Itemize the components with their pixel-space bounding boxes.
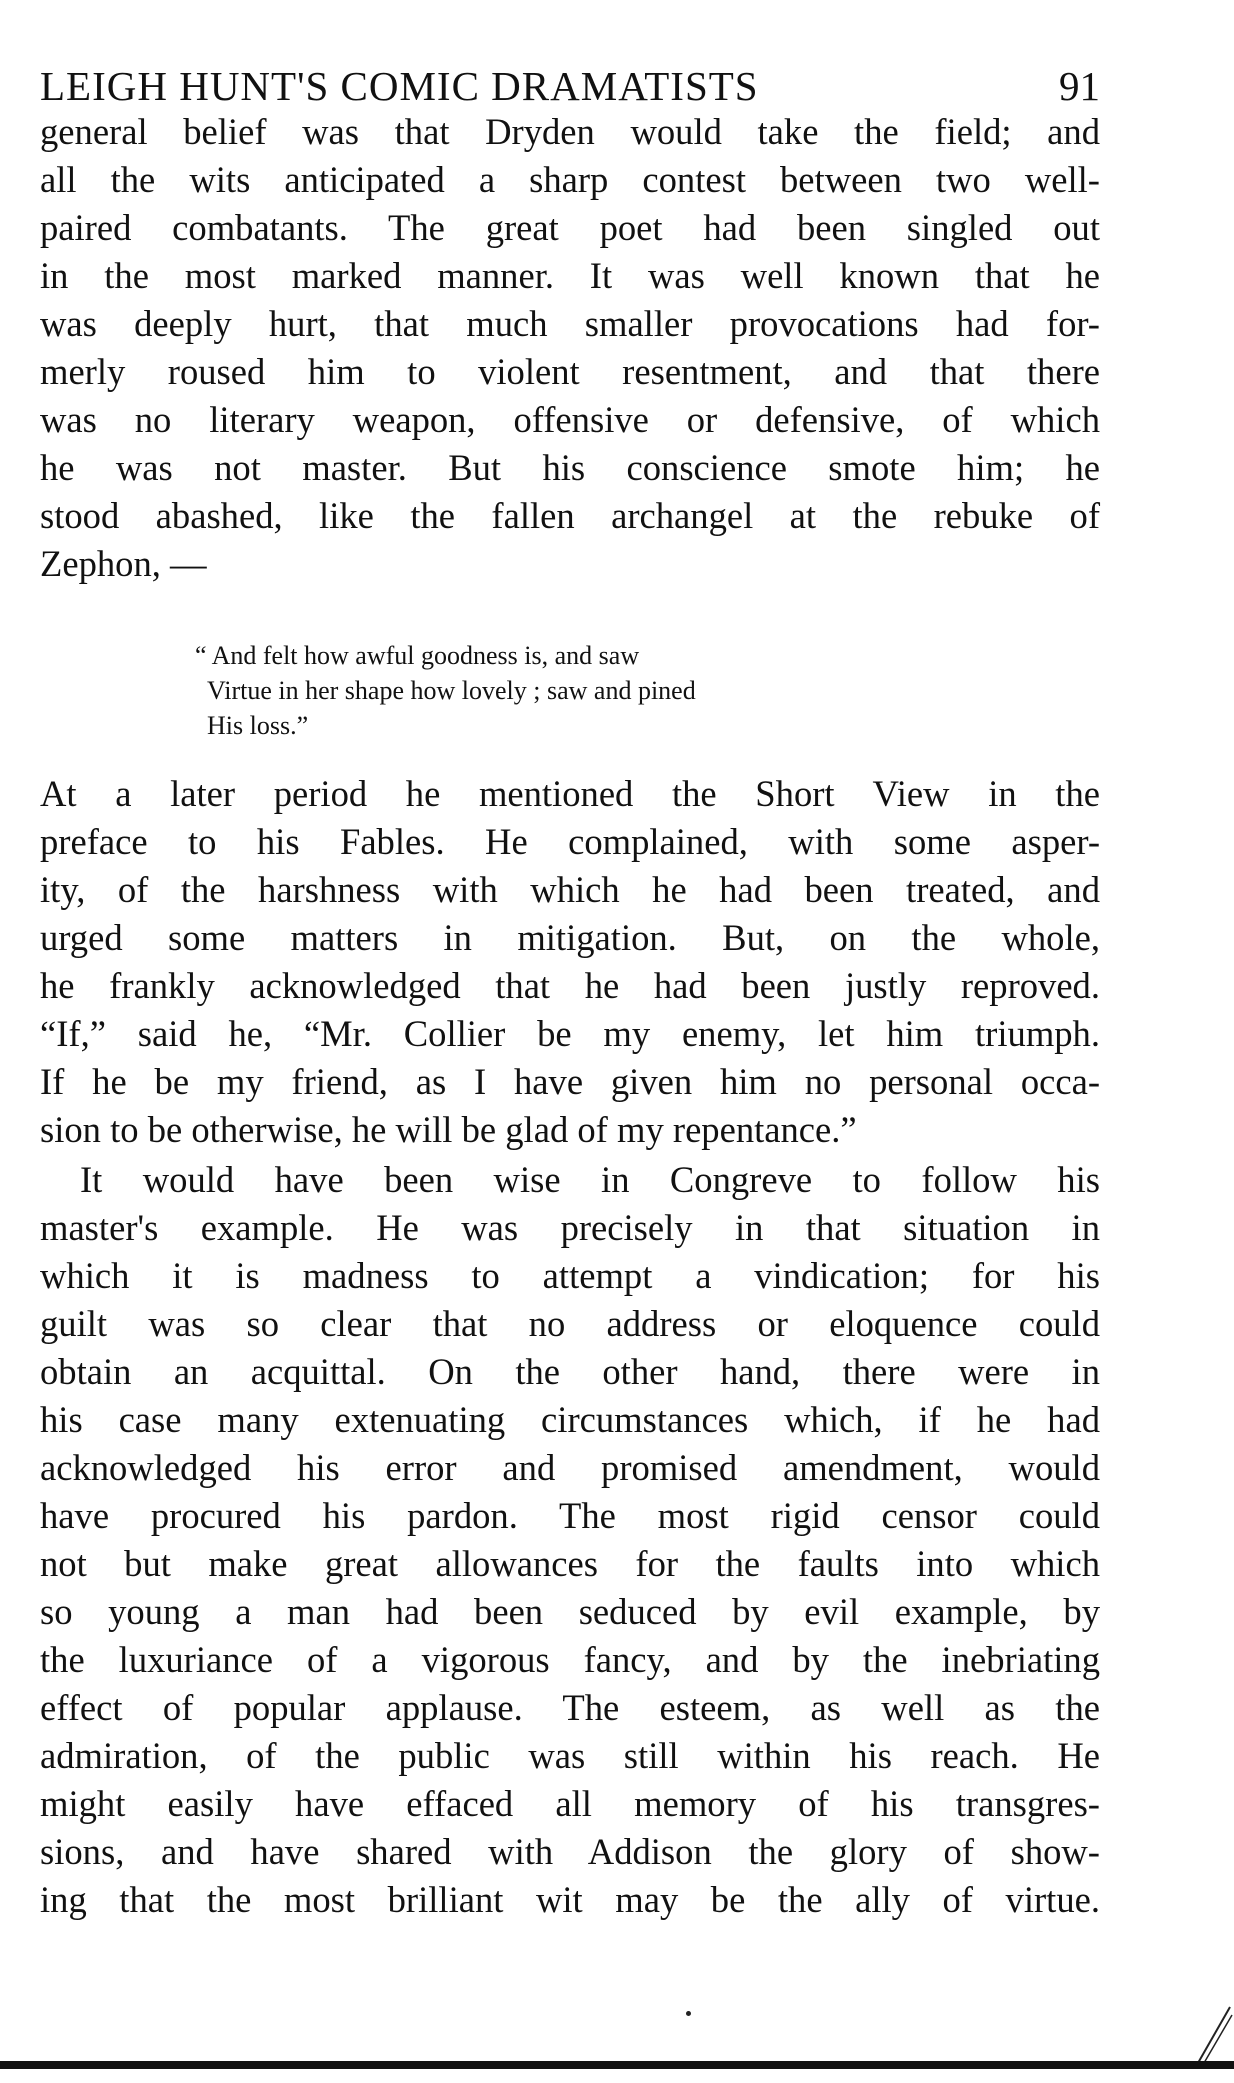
text-line: It would have been wise in Congreve to follow his: [80, 1159, 1100, 1200]
text-line: guilt was so clear that no address or eloquence could: [40, 1303, 1100, 1344]
paragraph-1: [40, 108, 1100, 588]
text-line: ity, of the harshness with which he had been treated, and: [40, 869, 1100, 910]
text-line: preface to his Fables. He complained, with some asper-: [40, 821, 1100, 862]
text-line: merly roused him to violent resentment, and that there: [40, 351, 1100, 392]
paragraph-2: [40, 770, 1100, 1154]
text-line: might easily have effaced all memory of his transgres-: [40, 1783, 1100, 1824]
quote-line: “ And felt how awful goodness is, and saw: [195, 641, 640, 670]
text-line: in the most marked manner. It was well known that he: [40, 255, 1100, 296]
text-line: have procured his pardon. The most rigid censor could: [40, 1495, 1100, 1536]
text-line: sion to be otherwise, he will be glad of my repentance.”: [40, 1109, 857, 1150]
running-title: LEIGH HUNT'S COMIC DRAMATISTS: [40, 63, 759, 109]
text-line: was no literary weapon, offensive or defensive, of which: [40, 399, 1100, 440]
text-line: which it is madness to attempt a vindication; for his: [40, 1255, 1100, 1296]
paragraph-3: [40, 1156, 1100, 1924]
text-line: he was not master. But his conscience smote him; he: [40, 447, 1100, 488]
text-line: master's example. He was precisely in that situation in: [40, 1207, 1100, 1248]
text-line: acknowledged his error and promised amendment, would: [40, 1447, 1100, 1488]
text-line: effect of popular applause. The esteem, as well as the: [40, 1687, 1100, 1728]
text-line: “If,” said he, “Mr. Collier be my enemy, let him triumph.: [40, 1013, 1100, 1054]
text-line: not but make great allowances for the faults into which: [40, 1543, 1100, 1584]
text-line: so young a man had been seduced by evil example, by: [40, 1591, 1100, 1632]
quote-line: Virtue in her shape how lovely ; saw and pined: [207, 676, 696, 705]
text-line: he frankly acknowledged that he had been justly reproved.: [40, 965, 1100, 1006]
text-line: his case many extenuating circumstances which, if he had: [40, 1399, 1100, 1440]
text-line: all the wits anticipated a sharp contest between two well-: [40, 159, 1100, 200]
text-line: stood abashed, like the fallen archangel at the rebuke of: [40, 495, 1100, 536]
corner-scratch-mark: [1188, 2003, 1234, 2065]
text-line: obtain an acquittal. On the other hand, there were in: [40, 1351, 1100, 1392]
text-line: urged some matters in mitigation. But, on the whole,: [40, 917, 1100, 958]
bottom-page-rule: [0, 2061, 1234, 2069]
page-number: 91: [1059, 63, 1100, 109]
print-dot: [686, 2011, 691, 2016]
verse-quotation: [195, 638, 915, 743]
text-line: admiration, of the public was still within his reach. He: [40, 1735, 1100, 1776]
text-line: the luxuriance of a vigorous fancy, and by the inebriating: [40, 1639, 1100, 1680]
text-line: At a later period he mentioned the Short View in the: [40, 773, 1100, 814]
quote-line: His loss.”: [207, 711, 309, 740]
text-line: Zephon, —: [40, 543, 207, 584]
text-line: ing that the most brilliant wit may be the ally of virtue.: [40, 1879, 1100, 1920]
text-line: was deeply hurt, that much smaller provocations had for-: [40, 303, 1100, 344]
text-line: If he be my friend, as I have given him no personal occa-: [40, 1061, 1100, 1102]
text-line: sions, and have shared with Addison the glory of show-: [40, 1831, 1100, 1872]
text-line: general belief was that Dryden would take the field; and: [40, 111, 1100, 152]
text-line: paired combatants. The great poet had been singled out: [40, 207, 1100, 248]
